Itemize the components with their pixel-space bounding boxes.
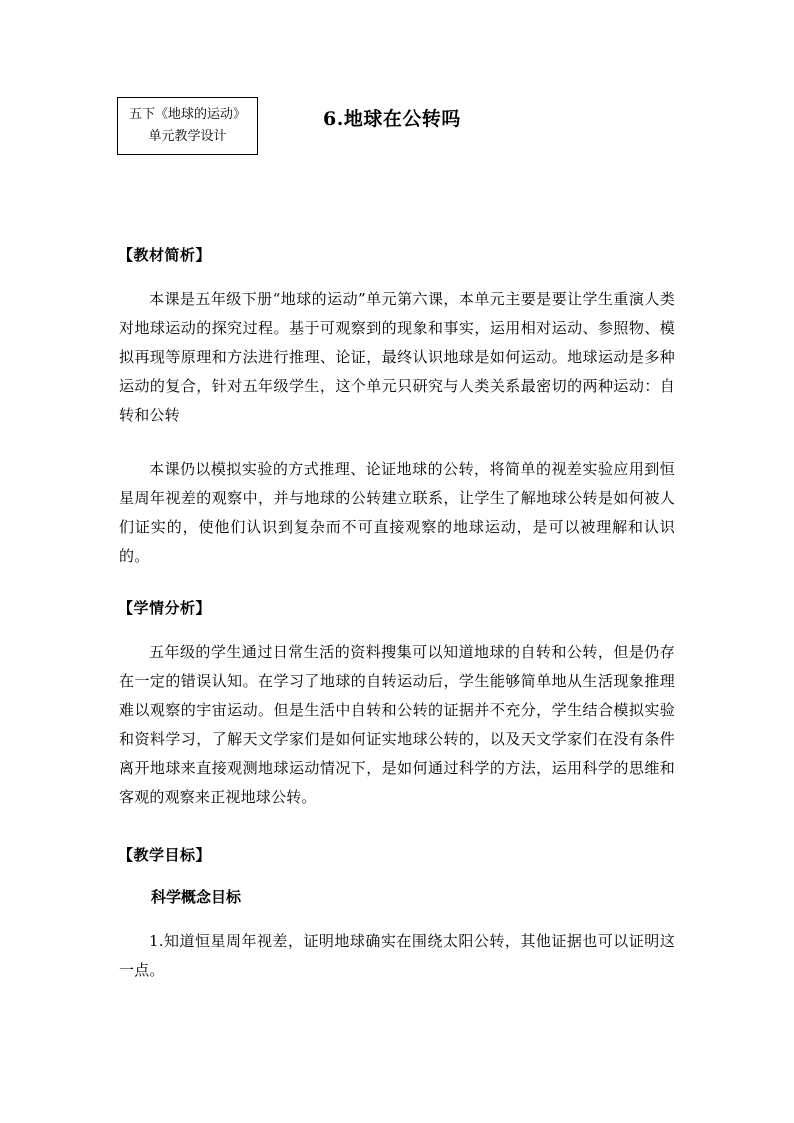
paragraph-textbook-2: 本课仍以模拟实验的方式推理、论证地球的公转，将简单的视差实验应用到恒星周年视差的观察中，并与地球的公转建立联系，让学生了解地球公转是如何被人们证实的，使他们认识到复杂而不可直接观察的地球运动，是可以被理解和认识的。 xyxy=(119,460,675,565)
unit-label-box xyxy=(117,97,258,155)
unit-label-line2: 单元教学设计 xyxy=(148,129,227,144)
paragraph-student-analysis: 五年级的学生通过日常生活的资料搜集可以知道地球的自转和公转，但是仍存在一定的错误认知。在学习了地球的自转运动后，学生能够简单地从生活现象推理难以观察的宇宙运动。但是生活中自转和公转的证据并不充分，学生结合模拟实验和资料学习，了解天文学家们是如何证实地球公转的，以及天文学家们在没有条件离开地球来直接观测地球运动情况下，是如何通过科学的方法，运用科学的思维和客观的观察来正视地球公转。 xyxy=(119,643,675,806)
heading-teaching-goals: 【教学目标】 xyxy=(118,846,212,864)
page-title: 6.地球在公转吗 xyxy=(323,108,461,130)
paragraph-textbook-1: 本课是五年级下册“地球的运动”单元第六课，本单元主要是要让学生重演人类对地球运动的探究过程。基于可观察到的现象和事实，运用相对运动、参照物、模拟再现等原理和方法进行推理、论证，最终认识地球是如何运动。地球运动是多种运动的复合，针对五年级学生，这个单元只研究与人类关系最密切的两种运动：自转和公转 xyxy=(119,290,675,424)
unit-label-line1: 五下《地球的运动》 xyxy=(128,107,246,122)
heading-textbook-analysis: 【教材简析】 xyxy=(118,246,212,264)
heading-student-analysis: 【学情分析】 xyxy=(118,599,212,617)
goal-item-1: 1.知道恒星周年视差，证明地球确实在围绕太阳公转，其他证据也可以证明这一点。 xyxy=(119,932,675,979)
subheading-science-concept-goals: 科学概念目标 xyxy=(151,888,242,906)
